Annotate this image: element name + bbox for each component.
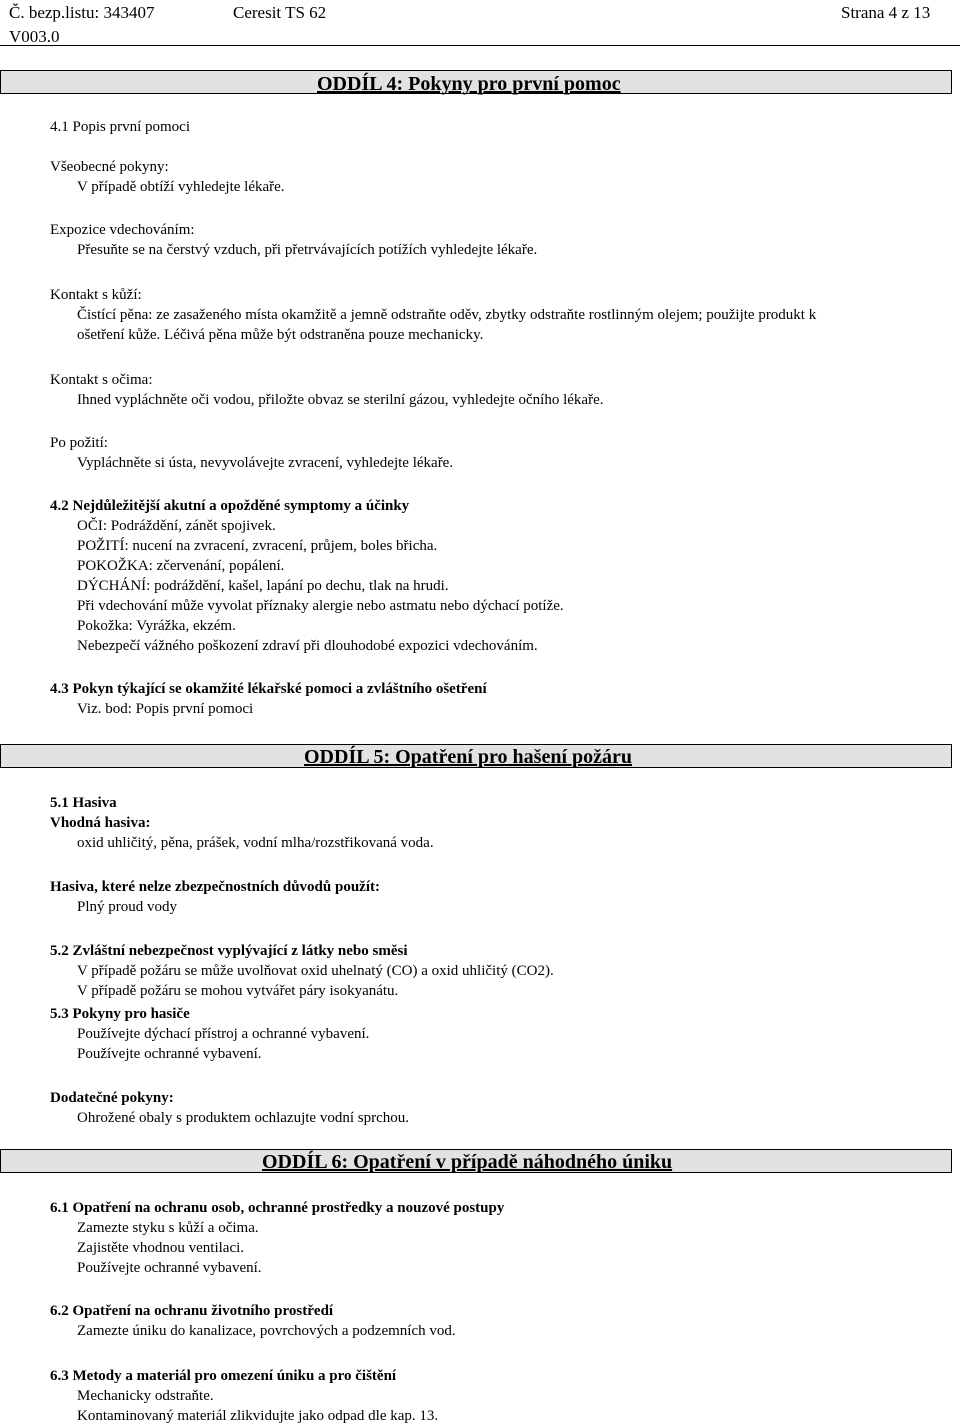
cleanup-line: Mechanicky odstraňte. [77, 1388, 214, 1404]
eye-label: Kontakt s očima: [50, 372, 153, 388]
heading-4-3-text: Viz. bod: Popis první pomoci [77, 701, 254, 717]
heading-4-2: 4.2 Nejdůležitější akutní a opožděné symptomy a účinky [50, 498, 410, 514]
personal-precaution-line: Zajistěte vhodnou ventilaci. [77, 1240, 245, 1256]
heading-6-2: 6.2 Opatření na ochranu životního prostředí [50, 1303, 334, 1319]
personal-precaution-line: Zamezte styku s kůží a očima. [77, 1220, 259, 1236]
symptom-line: Nebezpečí vážného poškození zdraví při dlouhodobé expozici vdechováním. [77, 638, 538, 654]
section-6-title: ODDÍL 6: Opatření v případě náhodného úniku [262, 1151, 673, 1173]
suitable-media-text: oxid uhličitý, pěna, prášek, vodní mlha/rozstřikovaná voda. [77, 835, 434, 851]
hazard-line: V případě požáru se může uvolňovat oxid uhelnatý (CO) a oxid uhličitý (CO2). [77, 963, 554, 979]
symptom-line: OČI: Podráždění, zánět spojivek. [77, 518, 276, 534]
cleanup-line: Kontaminovaný materiál zlikvidujte jako odpad dle kap. 13. [77, 1408, 439, 1424]
ingestion-text: Vypláchněte si ústa, nevyvolávejte zvracení, vyhledejte lékaře. [77, 455, 454, 471]
heading-6-3: 6.3 Metody a materiál pro omezení úniku a pro čištění [50, 1368, 397, 1384]
document-number: Č. bezp.listu: 343407 [9, 3, 155, 22]
section-5-title: ODDÍL 5: Opatření pro hašení požáru [304, 746, 632, 768]
heading-5-1: 5.1 Hasiva [50, 795, 117, 811]
unsuitable-media-label: Hasiva, které nelze zbezpečnostních důvodů použít: [50, 879, 380, 895]
additional-label: Dodatečné pokyny: [50, 1090, 174, 1106]
general-label: Všeobecné pokyny: [50, 159, 169, 175]
skin-text-line-2: ošetření kůže. Léčivá pěna může být odstraněna pouze mechanicky. [77, 327, 484, 343]
suitable-media-label: Vhodná hasiva: [50, 815, 151, 831]
symptom-line: POŽITÍ: nucení na zvracení, zvracení, průjem, boles břicha. [77, 538, 438, 554]
document-version: V003.0 [9, 27, 60, 46]
heading-4-1: 4.1 Popis první pomoci [50, 119, 191, 135]
symptom-line: POKOŽKA: zčervenání, popálení. [77, 558, 285, 574]
additional-text: Ohrožené obaly s produktem ochlazujte vodní sprchou. [77, 1110, 409, 1126]
eye-text: Ihned vypláchněte oči vodou, přiložte obvaz se sterilní gázou, vyhledejte očního lékaře. [77, 392, 604, 408]
ingestion-label: Po požití: [50, 435, 108, 451]
product-name: Ceresit TS 62 [233, 3, 327, 22]
skin-text-line-1: Čistící pěna: ze zasaženého místa okamžitě a jemně odstraňte oděv, zbytky odstraňte rostlinným olejem; použijte produkt k [77, 307, 817, 323]
general-text: V případě obtíží vyhledejte lékaře. [77, 179, 285, 195]
firefighter-line: Používejte ochranné vybavení. [77, 1046, 262, 1062]
skin-label: Kontakt s kůží: [50, 287, 142, 303]
unsuitable-media-text: Plný proud vody [77, 899, 178, 915]
personal-precaution-line: Používejte ochranné vybavení. [77, 1260, 262, 1276]
heading-5-2: 5.2 Zvláštní nebezpečnost vyplývající z látky nebo směsi [50, 943, 408, 959]
inhalation-text: Přesuňte se na čerstvý vzduch, při přetrvávajících potížích vyhledejte lékaře. [77, 242, 538, 258]
heading-5-3: 5.3 Pokyny pro hasiče [50, 1006, 190, 1022]
header-divider [0, 45, 960, 46]
heading-4-3: 4.3 Pokyn týkající se okamžité lékařské pomoci a zvláštního ošetření [50, 681, 487, 697]
page-number: Strana 4 z 13 [841, 3, 931, 22]
hazard-line: V případě požáru se mohou vytvářet páry isokyanátu. [77, 983, 399, 999]
environmental-text: Zamezte úniku do kanalizace, povrchových a podzemních vod. [77, 1323, 456, 1339]
section-4-title: ODDÍL 4: Pokyny pro první pomoc [317, 73, 621, 95]
symptom-line: Pokožka: Vyrážka, ekzém. [77, 618, 236, 634]
heading-6-1: 6.1 Opatření na ochranu osob, ochranné prostředky a nouzové postupy [50, 1200, 505, 1216]
inhalation-label: Expozice vdechováním: [50, 222, 195, 238]
symptom-line: DÝCHÁNÍ: podráždění, kašel, lapání po dechu, tlak na hrudi. [77, 578, 449, 594]
firefighter-line: Používejte dýchací přístroj a ochranné vybavení. [77, 1026, 370, 1042]
symptom-line: Při vdechování může vyvolat příznaky alergie nebo astmatu nebo dýchací potíže. [77, 598, 564, 614]
